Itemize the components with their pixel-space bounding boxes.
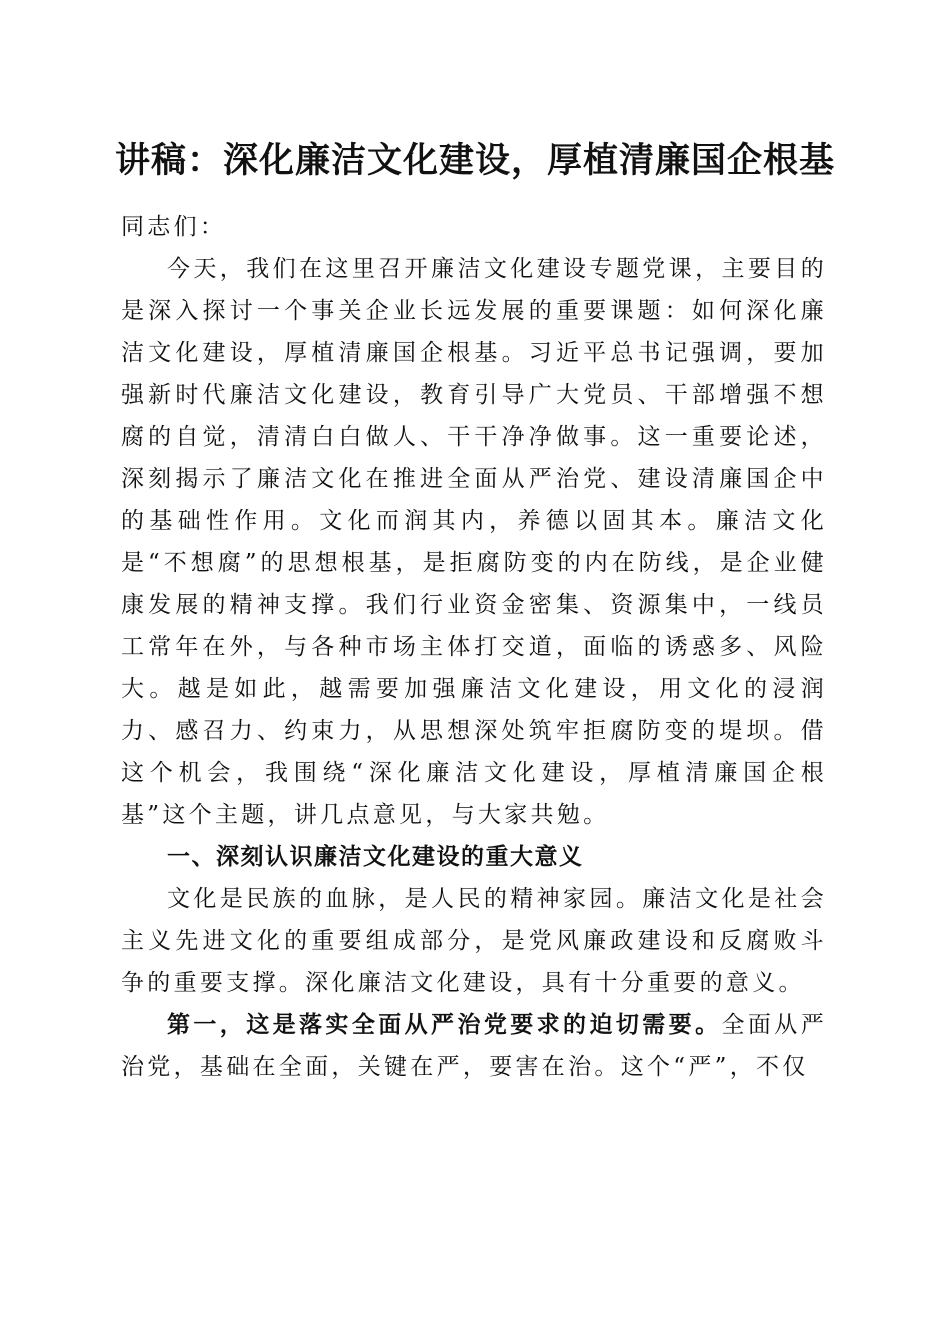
document-body [121,206,827,1088]
first-point-lead: 第一，这是落实全面从严治党要求的迫切需要。 [167,1011,722,1038]
section-heading-1: 一、深刻认识廉洁文化建设的重大意义 [167,844,584,870]
paragraph-first-point [121,1004,827,1088]
document-title: 讲稿：深化廉洁文化建设，厚植清廉国企根基 [114,140,835,181]
paragraph-culture: 文化是民族的血脉，是人民的精神家园。廉洁文化是社会主义先进文化的重要组成部分，是党风廉政建设和反腐败斗争的重要支撑。深化廉洁文化建设，具有十分重要的意义。 [121,886,827,996]
first-point-body: 全面从严治党，基础在全面，关键在严，要害在治。这个“严”，不仅 [121,1012,827,1080]
salutation: 同志们： [121,214,227,240]
paragraph-intro: 今天，我们在这里召开廉洁文化建设专题党课，主要目的是深入探讨一个事关企业长远发展的重要课题：如何深化廉洁文化建设，厚植清廉国企根基。习近平总书记强调，要加强新时代廉洁文化建设，教育引导广大党员、干部增强不想腐的自觉，清清白白做人、干干净净做事。这一重要论述，深刻揭示了廉洁文化在推进全面从严治党、建设清廉国企中的基础性作用。文化而润其内，养德以固其本。廉洁文化是“不想腐”的思想根基，是拒腐防变的内在防线，是企业健康发展的精神支撑。我们行业资金密集、资源集中，一线员工常年在外，与各种市场主体打交道，面临的诱惑多、风险大。越是如此，越需要加强廉洁文化建设，用文化的浸润力、感召力、约束力，从思想深处筑牢拒腐防变的堤坝。借这个机会，我围绕“深化廉洁文化建设，厚植清廉国企根基”这个主题，讲几点意见，与大家共勉。 [121,256,827,828]
